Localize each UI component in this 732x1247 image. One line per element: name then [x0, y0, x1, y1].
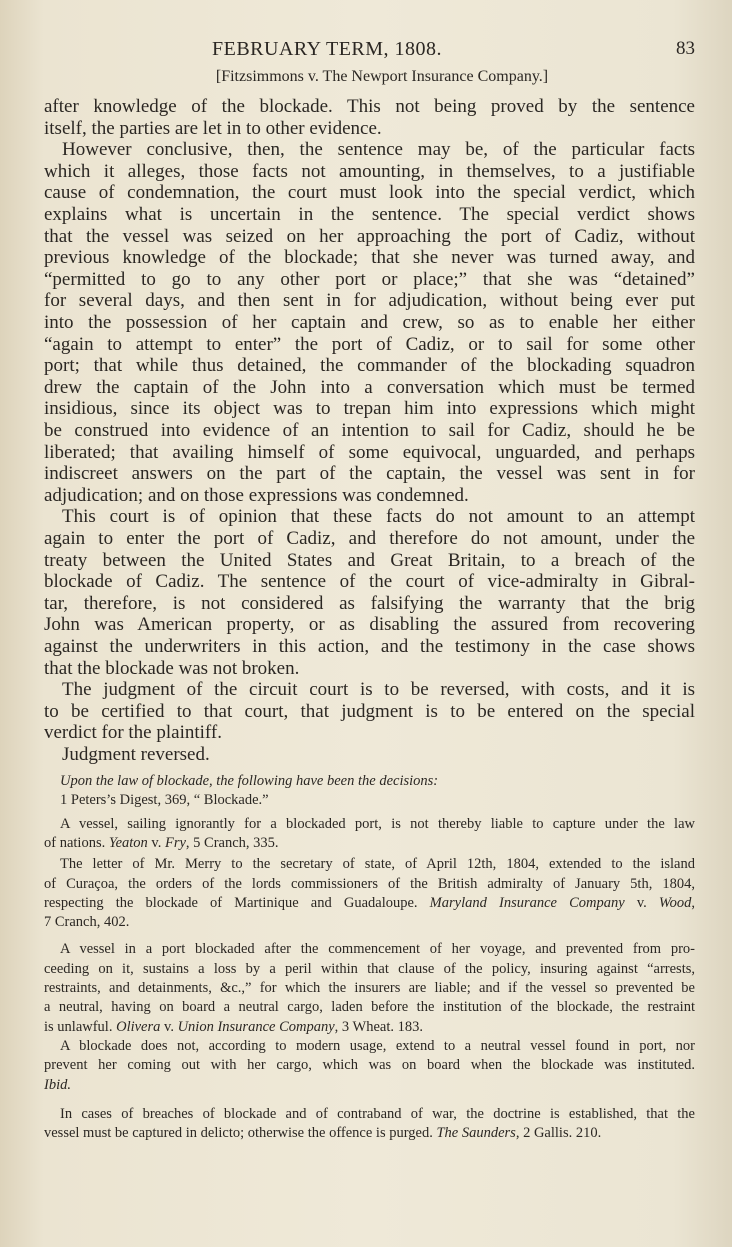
footnote-line — [60, 855, 695, 873]
footnote-line — [60, 772, 695, 790]
text-line: again to enter the port of Cadiz, and therefore do not amount, under the — [44, 528, 695, 549]
footnote-text: A vessel in a port blockaded after the commencement of her voyage, and prevented from pro- — [60, 941, 695, 958]
text-line: indiscreet answers on the part of the captain, the vessel was sent in for — [44, 463, 695, 485]
footnote-line — [44, 894, 695, 912]
text-line: into the possession of her captain and crew, so as to enable her either — [44, 312, 695, 333]
text-line: liberated; that availing himself of some equivocal, unguarded, and perhaps — [44, 441, 695, 463]
footnote-line — [60, 1037, 695, 1055]
footnote-line — [44, 960, 695, 978]
footnote-text: In cases of breaches of blockade and of contraband of war, the doctrine is established, that the — [60, 1105, 695, 1122]
footnote-line — [60, 815, 695, 833]
footnote-line — [44, 913, 695, 931]
text-line: However conclusive, then, the sentence may be, of the particular facts — [62, 139, 695, 161]
footnote-text: v. — [147, 834, 165, 851]
case-citation: Yeaton — [108, 834, 148, 851]
case-citation: Upon the law of blockade, the following have been the decisions: — [60, 773, 439, 789]
footnote-line — [60, 940, 695, 958]
text-line: itself, the parties are let in to other evidence. — [44, 117, 382, 139]
footnote-text: , 2 Gallis. 210. — [515, 1125, 602, 1142]
footnote-text: , 5 Cranch, 335. — [185, 834, 279, 851]
footnote-line — [60, 791, 695, 809]
footnote-text: of nations. — [44, 834, 109, 851]
footnote-text: v. — [624, 894, 659, 911]
running-head-title: FEBRUARY TERM, 1808. — [212, 38, 443, 60]
text-line: that the vessel was seized on her approaching the port of Cadiz, without — [44, 225, 695, 247]
text-line: Judgment reversed. — [62, 744, 210, 765]
footnote-line — [44, 1076, 695, 1094]
case-citation: Wood — [658, 894, 692, 911]
footnote-text: v. — [160, 1018, 178, 1035]
footnote-text: , 3 Wheat. 183. — [334, 1018, 423, 1035]
text-line: that the blockade was not broken. — [44, 657, 300, 679]
footnote-text: vessel must be captured in delicto; otherwise the offence is purged. — [44, 1125, 437, 1142]
text-line: drew the captain of the John into a conversation which must be termed — [44, 376, 695, 398]
case-citation: Olivera — [116, 1018, 161, 1035]
footnote-line — [44, 1056, 695, 1074]
text-line: after knowledge of the blockade. This not being proved by the sentence — [44, 96, 695, 117]
case-citation: Ibid. — [44, 1076, 71, 1093]
case-citation: The Saunders — [436, 1125, 516, 1142]
footnote-text: is unlawful. — [44, 1018, 117, 1035]
footnote-text: 1 Peters’s Digest, 369, “ Blockade.” — [60, 792, 269, 809]
footnote-text: A blockade does not, according to modern usage, extend to a neutral vessel found in port, nor — [60, 1037, 695, 1054]
running-head — [0, 38, 732, 64]
footnote-text: of Curaçoa, the orders of the lords commissioners of the British admiralty of January 5th, 1804, — [44, 875, 695, 892]
text-line: tar, therefore, is not considered as falsifying the warranty that the brig — [44, 592, 695, 614]
text-line: to be certified to that court, that judgment is to be entered on the special — [44, 700, 695, 722]
case-citation: Fry — [164, 834, 186, 851]
case-citation: Maryland Insurance Company — [429, 894, 625, 911]
text-line: be construed into evidence of an intention to sail for Cadiz, should he be — [44, 420, 695, 441]
footnote-text: A vessel, sailing ignorantly for a blockaded port, is not thereby liable to capture under the law — [60, 815, 695, 832]
text-line: John was American property, or as disabling the assured from recovering — [44, 614, 695, 636]
text-line: explains what is uncertain in the sentence. The special verdict shows — [44, 204, 695, 225]
text-line: for several days, and then sent in for adjudication, without being ever put — [44, 290, 695, 312]
footnote-text: ceeding on it, sustains a loss by a peril within that clause of the policy, insuring against “arrests, — [44, 960, 695, 977]
footnote-line — [44, 979, 695, 997]
footnote-text: respecting the blockade of Martinique and Guadaloupe. — [44, 894, 430, 911]
text-line: cause of condemnation, the court must look into the special verdict, which — [44, 182, 695, 204]
text-line: “again to attempt to enter” the port of Cadiz, or to sail for some other — [44, 333, 695, 355]
case-title: [Fitzsimmons v. The Newport Insurance Company.] — [215, 68, 549, 85]
text-line: port; that while thus detained, the commander of the blockading squadron — [44, 355, 695, 377]
text-line: insidious, since its object was to trepan him into expressions which might — [44, 398, 695, 420]
text-line: against the underwriters in this action, and the testimony in the case shows — [44, 636, 695, 657]
footnote-line — [60, 1105, 695, 1123]
footnote-line — [44, 875, 695, 893]
text-line: verdict for the plaintiff. — [44, 722, 222, 744]
footnote-line — [44, 1018, 695, 1036]
case-citation: Union Insurance Company — [177, 1018, 335, 1035]
text-line: This court is of opinion that these facts do not amount to an attempt — [62, 506, 695, 528]
text-line: The judgment of the circuit court is to be reversed, with costs, and it is — [62, 679, 695, 701]
footnote-text: a neutral, having on board a neutral cargo, laden before the institution of the blockade, the restraint — [44, 999, 695, 1016]
page-number: 83 — [676, 38, 695, 59]
footnote-line — [44, 998, 695, 1016]
text-line: treaty between the United States and Great Britain, to a breach of the — [44, 549, 695, 571]
footnote-text: 7 Cranch, 402. — [44, 914, 130, 931]
footnote-text: , — [691, 894, 696, 911]
footnote-text: The letter of Mr. Merry to the secretary of state, of April 12th, 1804, extended to the island — [60, 856, 695, 873]
footnote-text: prevent her coming out with her cargo, which was on board when the blockade was instituted. — [44, 1057, 695, 1074]
text-line: previous knowledge of the blockade; that she never was turned away, and — [44, 247, 695, 269]
text-line: “permitted to go to any other port or place;” that she was “detained” — [44, 268, 695, 290]
text-line: blockade of Cadiz. The sentence of the court of vice-admiralty in Gibral- — [44, 571, 695, 593]
footnote-text: restraints, and detainments, &c.,” for which the insurers are liable; and if the vessel so prevented be — [44, 980, 695, 996]
text-line: which it alleges, those facts not amounting, in themselves, to a justifiable — [44, 160, 695, 182]
footnote-line — [44, 1124, 695, 1142]
footnote-line — [44, 834, 695, 852]
text-line: adjudication; and on those expressions was condemned. — [44, 484, 469, 506]
